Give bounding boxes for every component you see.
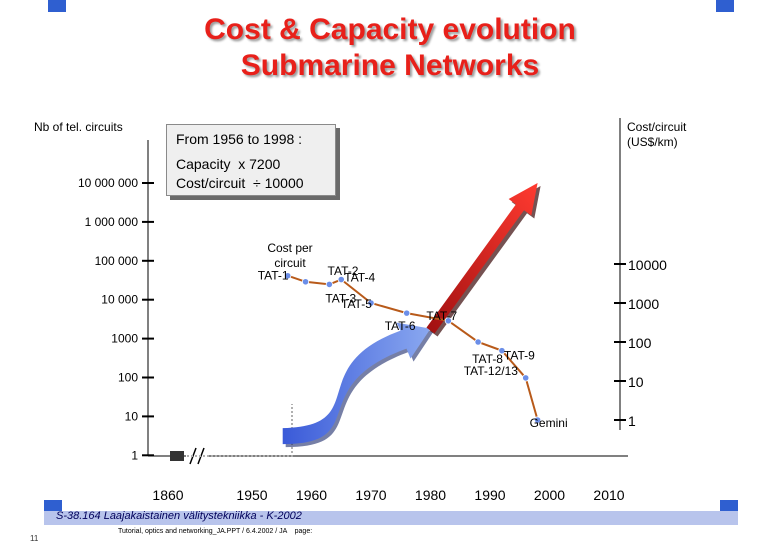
cost-point-label: Gemini: [529, 416, 568, 430]
slide-title-line1: Cost & Capacity evolution: [204, 13, 576, 46]
cost-point: [302, 279, 308, 285]
x-axis-tick-label: 1970: [355, 487, 387, 503]
cost-point-label: TAT-7: [426, 308, 458, 323]
cost-point: [523, 375, 529, 381]
cost-point-label: TAT-4: [344, 270, 376, 285]
cost-point-label: TAT-2: [327, 263, 359, 278]
right-axis-tick-label: 10000: [628, 257, 667, 273]
cost-series-label-line1: Cost per: [267, 241, 313, 255]
info-box-line3: Cost/circuit ÷ 10000: [176, 175, 304, 191]
left-axis-tick-label: 100: [117, 370, 138, 385]
cost-point-label: TAT-6: [384, 319, 416, 334]
x-axis-tick-label: 1980: [414, 487, 447, 503]
x-axis-tick-label: 2010: [593, 487, 625, 503]
cost-series-label-line2: circuit: [274, 256, 306, 270]
cost-point: [326, 281, 332, 287]
x-axis-tick-label: 2000: [533, 487, 566, 503]
cost-point-label: TAT-3: [325, 291, 357, 306]
left-axis-tick-label: 10 000: [101, 292, 138, 307]
left-axis-tick-label: 1000: [111, 331, 138, 346]
footer-sub-text: Tutorial, optics and networking_JA.PPT / 6.4.2002 / JA page:: [118, 528, 313, 535]
right-axis-tick-label: 1000: [628, 296, 660, 312]
right-axis-title-line2: (US$/km): [627, 135, 678, 149]
slide-title-line2: Submarine Networks: [240, 49, 540, 82]
cost-point-label: TAT-1: [257, 268, 289, 283]
x-axis-1860-block: [170, 451, 184, 461]
cost-point-label: TAT-9: [503, 348, 535, 363]
left-axis-tick-label: 1 000 000: [84, 214, 138, 229]
left-axis-tick-label: 10: [124, 409, 138, 424]
page-number: 11: [30, 534, 39, 543]
x-axis-tick-label: 1960: [295, 487, 328, 503]
cost-point-label: TAT-5: [341, 297, 372, 311]
left-axis-tick-label: 10 000 000: [77, 176, 138, 190]
x-axis-tick-label: 1990: [474, 487, 506, 503]
footer-course-text: S-38.164 Laajakaistainen välitystekniikka - K-2002: [56, 510, 302, 522]
left-axis-tick-label: 100 000: [94, 253, 138, 268]
cost-point-label: TAT-8: [472, 352, 503, 366]
info-box-line2: Capacity x 7200: [176, 156, 281, 172]
right-axis-tick-label: 10: [628, 374, 644, 390]
right-axis-title-line1: Cost/circuit: [627, 120, 687, 134]
left-axis-title: Nb of tel. circuits: [34, 120, 123, 134]
right-axis-tick-label: 100: [628, 335, 652, 351]
right-axis-tick-label: 1: [628, 413, 636, 429]
left-axis-tick-label: 1: [131, 448, 138, 463]
labels-layer: [34, 120, 687, 503]
cost-point-label: TAT-12/13: [463, 363, 518, 378]
dotted-guide: [187, 404, 292, 456]
x-axis-tick-label: 1860: [152, 487, 184, 503]
cost-point: [404, 310, 410, 316]
info-box: [166, 124, 336, 196]
info-box-line1: From 1956 to 1998 :: [176, 131, 303, 147]
cost-point: [475, 339, 481, 345]
arrows-layer: [187, 183, 541, 456]
x-axis-tick-label: 1950: [236, 487, 268, 503]
